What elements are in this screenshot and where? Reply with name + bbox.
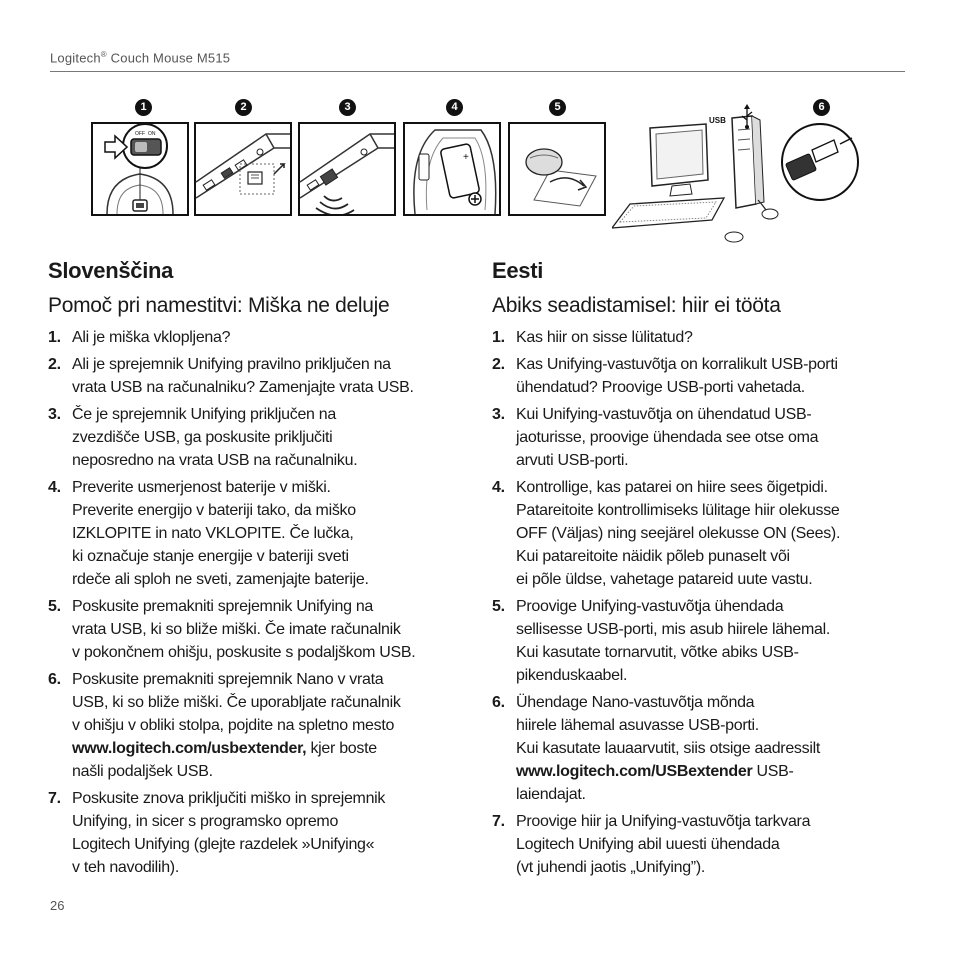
figure-number-1: 1 — [135, 99, 152, 116]
list-item: 2. Kas Unifying-vastuvõtja on korralikult USB-porti ühendatud? Proovige USB-porti vahetada. — [492, 356, 838, 396]
figure-number-2: 2 — [235, 99, 252, 116]
list-item: 5. Proovige Unifying-vastuvõtja ühendada sellisesse USB-porti, mis asub hiirele lähemal. Kui kasutate tornarvutit, võtke abiks USB- pikenduskaabel. — [492, 598, 831, 684]
figure-number-3: 3 — [339, 99, 356, 116]
list-item: 6. Poskusite premakniti sprejemnik Nano v vrata USB, ki so bliže miški. Če uporabljate računalnik v ohišju v obliki stolpa, pojdite na spletno mesto www.logitech.com/usbextender, kjer boste našli podaljšek USB. — [48, 671, 401, 780]
laptop-ports-illustration — [196, 124, 290, 214]
language-title: Slovenščina — [48, 258, 174, 283]
list-item: 6. Ühendage Nano-vastuvõtja mõnda hiirele lähemal asuvasse USB-porti. Kui kasutate lauaarvutit, siis otsige aadressilt www.logitech.com/USBextender USB- laiendajat. — [492, 694, 820, 803]
list-item: 7. Proovige hiir ja Unifying-vastuvõtja tarkvara Logitech Unifying abil uuesti ühendada (vt juhendi jaotis „Unifying”). — [492, 813, 811, 876]
panel-battery — [403, 122, 501, 216]
panel-power-switch — [91, 122, 189, 216]
figure-number-6: 6 — [813, 99, 830, 116]
section-estonian — [492, 258, 907, 883]
switch-on-label: ON — [148, 131, 156, 137]
list-item: 3. Kui Unifying-vastuvõtja on ühendatud USB- jaoturisse, proovige ühendada see otse oma arvuti USB-porti. — [492, 406, 819, 469]
list-item: 2. Ali je sprejemnik Unifying pravilno priključen na vrata USB na računalniku? Zamenjajte vrata USB. — [48, 356, 414, 396]
registered-mark: ® — [100, 50, 107, 59]
list-item: 5. Poskusite premakniti sprejemnik Unifying na vrata USB, ki so bliže miški. Če imate računalnik v pokončnem ohišju, poskusite s podaljškom USB. — [48, 598, 416, 661]
list-item: 1. Kas hiir on sisse lülitatud? — [492, 329, 693, 346]
figure-number-5: 5 — [549, 99, 566, 116]
switch-off-label: OFF — [135, 131, 145, 137]
desktop-computer-illustration — [612, 100, 862, 250]
panel-insert-receiver — [194, 122, 292, 216]
product-name: Couch Mouse M515 — [106, 50, 231, 66]
usb-extender-link[interactable]: www.logitech.com/usbextender, — [72, 740, 307, 757]
troubleshooting-list — [48, 326, 463, 879]
list-item: 1. Ali je miška vklopljena? — [48, 329, 231, 346]
list-item: 7. Poskusite znova priključiti miško in sprejemnik Unifying, in sicer s programsko opremo Logitech Unifying (glejte razdelek »Unifying« v teh navodilih). — [48, 790, 386, 876]
section-subtitle: Pomoč pri namestitvi: Miška ne deluje — [48, 294, 390, 317]
section-slovenian — [48, 258, 463, 883]
usb-label: USB — [709, 116, 726, 125]
mouse-on-surface-illustration — [510, 124, 604, 214]
mouse-bottom-illustration — [93, 124, 187, 214]
brand-name: Logitech — [50, 50, 101, 66]
svg-text:+: + — [463, 152, 469, 163]
battery-compartment-illustration — [405, 124, 499, 214]
usb-extender-link[interactable]: www.logitech.com/USBextender — [516, 763, 753, 780]
panel-receiver-connected — [298, 122, 396, 216]
section-subtitle: Abiks seadistamisel: hiir ei tööta — [492, 294, 781, 317]
panel-mouse-placement — [508, 122, 606, 216]
header-rule — [50, 71, 905, 72]
language-title: Eesti — [492, 258, 544, 283]
receiver-plugged-illustration — [300, 124, 394, 214]
list-item: 3. Če je sprejemnik Unifying priključen na zvezdišče USB, ga poskusite priključiti neposredno na vrata USB na računalniku. — [48, 406, 358, 469]
figure-number-4: 4 — [446, 99, 463, 116]
page-number: 26 — [50, 898, 65, 913]
troubleshooting-list — [492, 326, 907, 879]
list-item: 4. Preverite usmerjenost baterije v miški. Preverite energijo v bateriji tako, da miško IZKLOPITE in nato VKLOPITE. Če lučka, ki označuje stanje energije v bateriji sveti rdeče ali sploh ne sveti, zamenjajte baterije. — [48, 479, 369, 588]
list-item: 4. Kontrollige, kas patarei on hiire sees õigetpidi. Patareitoite kontrollimiseks lülitage hiir olekusse OFF (Väljas) ning seejärel olekusse ON (Sees). Kui patareitoite näidik põleb punaselt või ei põle üldse, vahetage patareid uute vastu. — [492, 479, 841, 588]
running-header — [50, 50, 230, 65]
